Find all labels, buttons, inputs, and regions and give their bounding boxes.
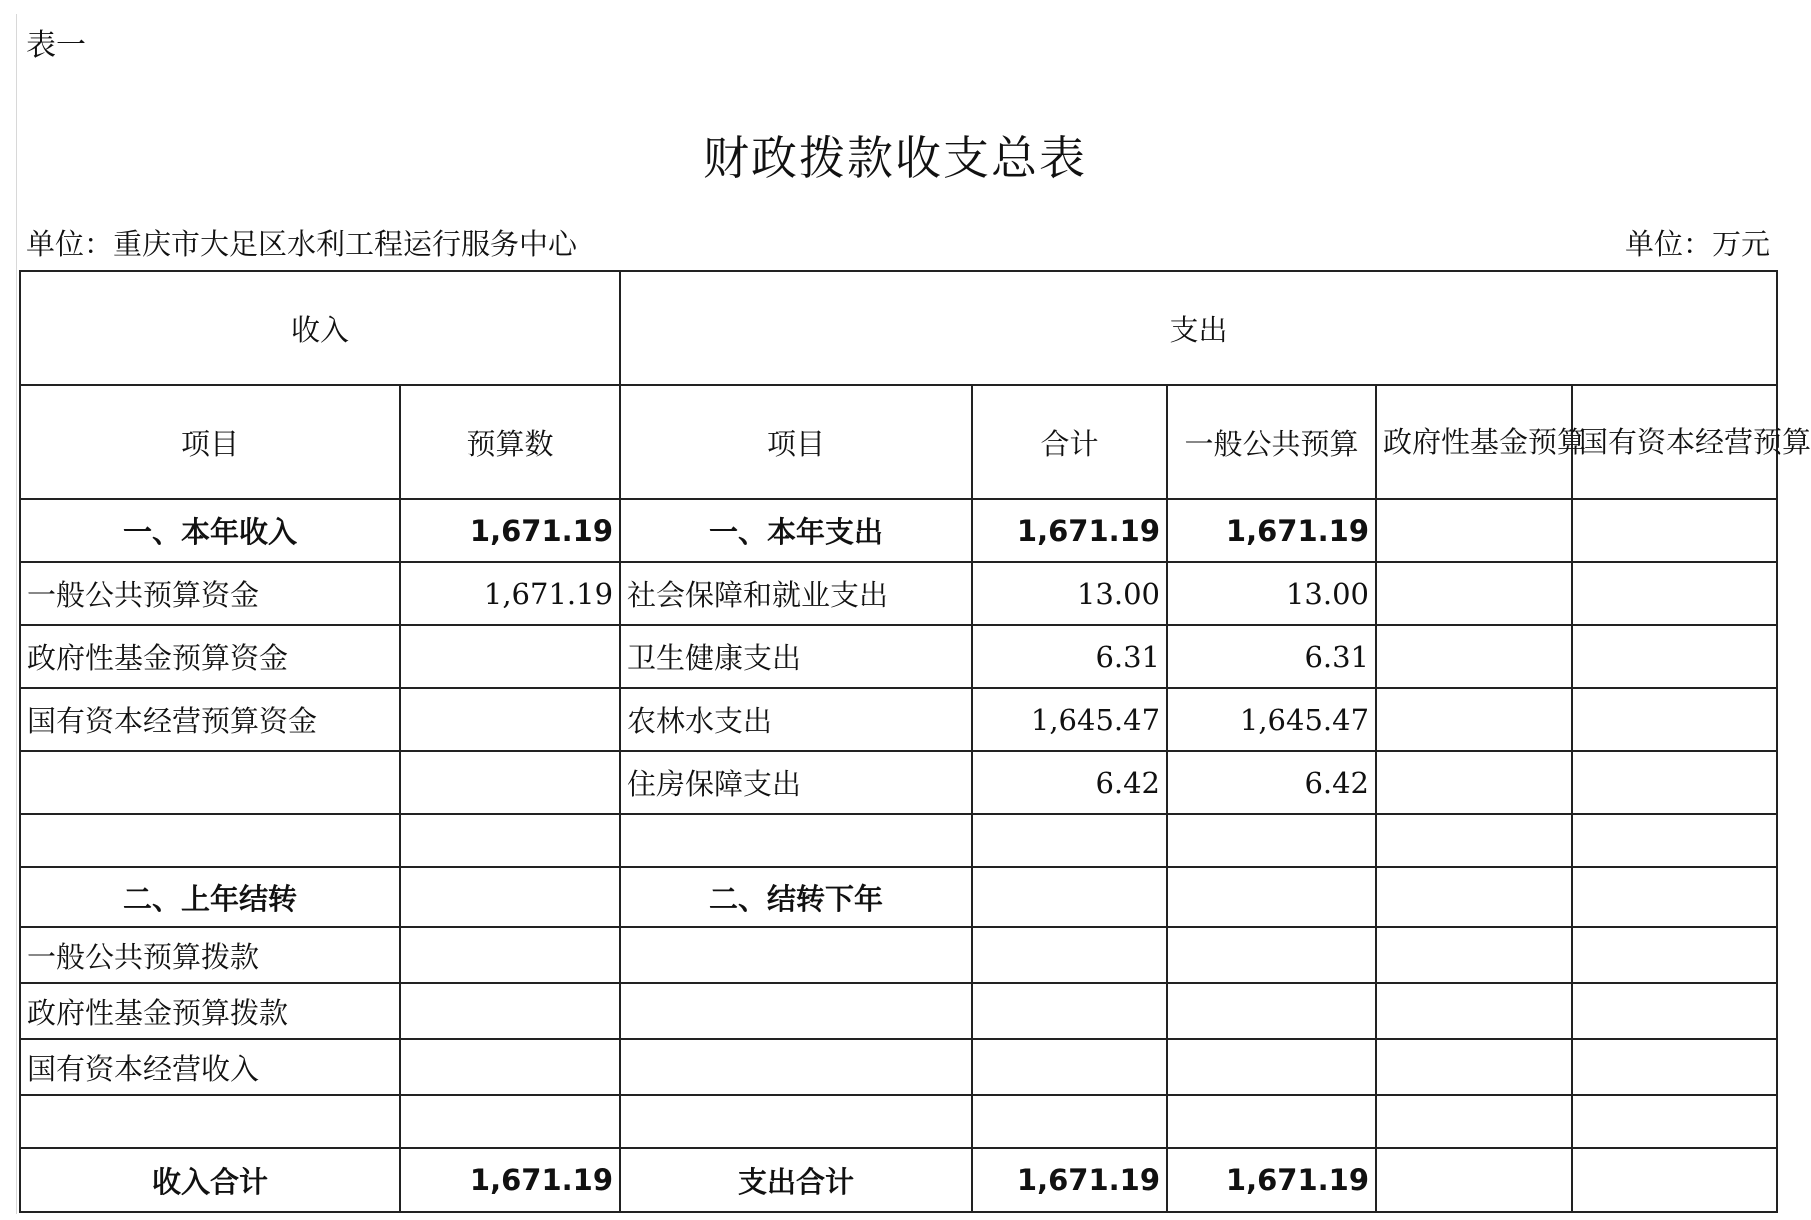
header-income-budget: 预算数	[400, 385, 620, 499]
state-capital-budget-cell	[1572, 625, 1777, 688]
expense-total-cell: 6.31	[972, 625, 1167, 688]
general-budget-cell	[1167, 1095, 1376, 1148]
state-capital-budget-cell	[1572, 751, 1777, 814]
header-expense: 支出	[620, 271, 1777, 385]
table-row	[20, 1148, 1777, 1212]
state-capital-budget-cell	[1572, 867, 1777, 927]
header-row-2	[20, 385, 1777, 499]
fund-budget-cell	[1376, 927, 1572, 983]
table-row	[20, 688, 1777, 751]
header-total: 合计	[972, 385, 1167, 499]
fund-budget-cell	[1376, 688, 1572, 751]
expense-item-cell: 住房保障支出	[620, 751, 972, 814]
fund-budget-cell	[1376, 1039, 1572, 1095]
income-amount-cell	[400, 867, 620, 927]
header-expense-item: 项目	[620, 385, 972, 499]
expense-total-cell: 13.00	[972, 562, 1167, 625]
expense-item-cell	[620, 1095, 972, 1148]
header-general-budget: 一般公共预算	[1167, 385, 1376, 499]
general-budget-cell: 13.00	[1167, 562, 1376, 625]
income-item-cell	[20, 751, 400, 814]
table-row	[20, 983, 1777, 1039]
fund-budget-cell	[1376, 499, 1572, 562]
page-title: 财政拨款收支总表	[703, 131, 1087, 185]
income-item-cell	[20, 814, 400, 867]
expense-item-cell	[620, 927, 972, 983]
expense-item-cell	[620, 1039, 972, 1095]
income-amount-cell	[400, 1095, 620, 1148]
table-row	[20, 751, 1777, 814]
expense-item-cell: 社会保障和就业支出	[620, 562, 972, 625]
income-item-cell: 一、本年收入	[20, 499, 400, 562]
header-state-capital-budget: 国有资本经营预算	[1572, 385, 1777, 499]
expense-total-cell	[972, 1039, 1167, 1095]
fund-budget-cell	[1376, 1148, 1572, 1212]
unit-currency: 单位：万元	[1624, 227, 1770, 261]
expense-item-cell: 支出合计	[620, 1148, 972, 1212]
general-budget-cell: 6.31	[1167, 625, 1376, 688]
income-amount-cell	[400, 927, 620, 983]
state-capital-budget-cell	[1572, 499, 1777, 562]
income-amount-cell	[400, 983, 620, 1039]
income-amount-cell: 1,671.19	[400, 499, 620, 562]
table-row	[20, 927, 1777, 983]
state-capital-budget-cell	[1572, 927, 1777, 983]
header-income: 收入	[20, 271, 620, 385]
income-amount-cell: 1,671.19	[400, 1148, 620, 1212]
general-budget-cell: 6.42	[1167, 751, 1376, 814]
income-amount-cell	[400, 1039, 620, 1095]
expense-item-cell: 农林水支出	[620, 688, 972, 751]
budget-table	[19, 270, 1811, 1213]
expense-total-cell	[972, 814, 1167, 867]
table-row	[20, 562, 1777, 625]
expense-total-cell	[972, 983, 1167, 1039]
expense-total-cell: 1,645.47	[972, 688, 1167, 751]
income-item-cell	[20, 1095, 400, 1148]
income-item-cell: 二、上年结转	[20, 867, 400, 927]
general-budget-cell	[1167, 814, 1376, 867]
income-item-cell: 收入合计	[20, 1148, 400, 1212]
expense-total-cell	[972, 1095, 1167, 1148]
fund-budget-cell	[1376, 814, 1572, 867]
table-row	[20, 1039, 1777, 1095]
general-budget-cell: 1,671.19	[1167, 499, 1376, 562]
table-row	[20, 1095, 1777, 1148]
general-budget-cell	[1167, 1039, 1376, 1095]
expense-item-cell: 卫生健康支出	[620, 625, 972, 688]
income-amount-cell	[400, 751, 620, 814]
fund-budget-cell	[1376, 562, 1572, 625]
state-capital-budget-cell	[1572, 983, 1777, 1039]
fund-budget-cell	[1376, 625, 1572, 688]
table-id: 表一	[26, 28, 86, 63]
state-capital-budget-cell	[1572, 814, 1777, 867]
expense-total-cell: 1,671.19	[972, 1148, 1167, 1212]
general-budget-cell	[1167, 927, 1376, 983]
general-budget-cell	[1167, 867, 1376, 927]
table-row	[20, 625, 1777, 688]
expense-item-cell	[620, 983, 972, 1039]
state-capital-budget-cell	[1572, 1039, 1777, 1095]
income-item-cell: 政府性基金预算拨款	[20, 983, 400, 1039]
income-amount-cell	[400, 625, 620, 688]
expense-total-cell: 6.42	[972, 751, 1167, 814]
expense-item-cell: 二、结转下年	[620, 867, 972, 927]
expense-total-cell: 1,671.19	[972, 499, 1167, 562]
expense-total-cell	[972, 867, 1167, 927]
fund-budget-cell	[1376, 983, 1572, 1039]
table-row	[20, 867, 1777, 927]
income-item-cell: 一般公共预算拨款	[20, 927, 400, 983]
unit-organization: 单位：重庆市大足区水利工程运行服务中心	[26, 227, 578, 261]
income-item-cell: 政府性基金预算资金	[20, 625, 400, 688]
fund-budget-cell	[1376, 867, 1572, 927]
left-margin-rule	[16, 14, 17, 1214]
header-fund-budget: 政府性基金预算	[1376, 385, 1572, 499]
state-capital-budget-cell	[1572, 1148, 1777, 1212]
header-income-item: 项目	[20, 385, 400, 499]
general-budget-cell	[1167, 983, 1376, 1039]
general-budget-cell: 1,645.47	[1167, 688, 1376, 751]
income-amount-cell	[400, 814, 620, 867]
fund-budget-cell	[1376, 751, 1572, 814]
state-capital-budget-cell	[1572, 688, 1777, 751]
income-item-cell: 一般公共预算资金	[20, 562, 400, 625]
expense-total-cell	[972, 927, 1167, 983]
state-capital-budget-cell	[1572, 1095, 1777, 1148]
expense-item-cell: 一、本年支出	[620, 499, 972, 562]
expense-item-cell	[620, 814, 972, 867]
income-item-cell: 国有资本经营预算资金	[20, 688, 400, 751]
income-amount-cell: 1,671.19	[400, 562, 620, 625]
table-row	[20, 814, 1777, 867]
income-item-cell: 国有资本经营收入	[20, 1039, 400, 1095]
income-amount-cell	[400, 688, 620, 751]
general-budget-cell: 1,671.19	[1167, 1148, 1376, 1212]
fund-budget-cell	[1376, 1095, 1572, 1148]
state-capital-budget-cell	[1572, 562, 1777, 625]
header-row-1	[20, 271, 1777, 385]
table-row	[20, 499, 1777, 562]
